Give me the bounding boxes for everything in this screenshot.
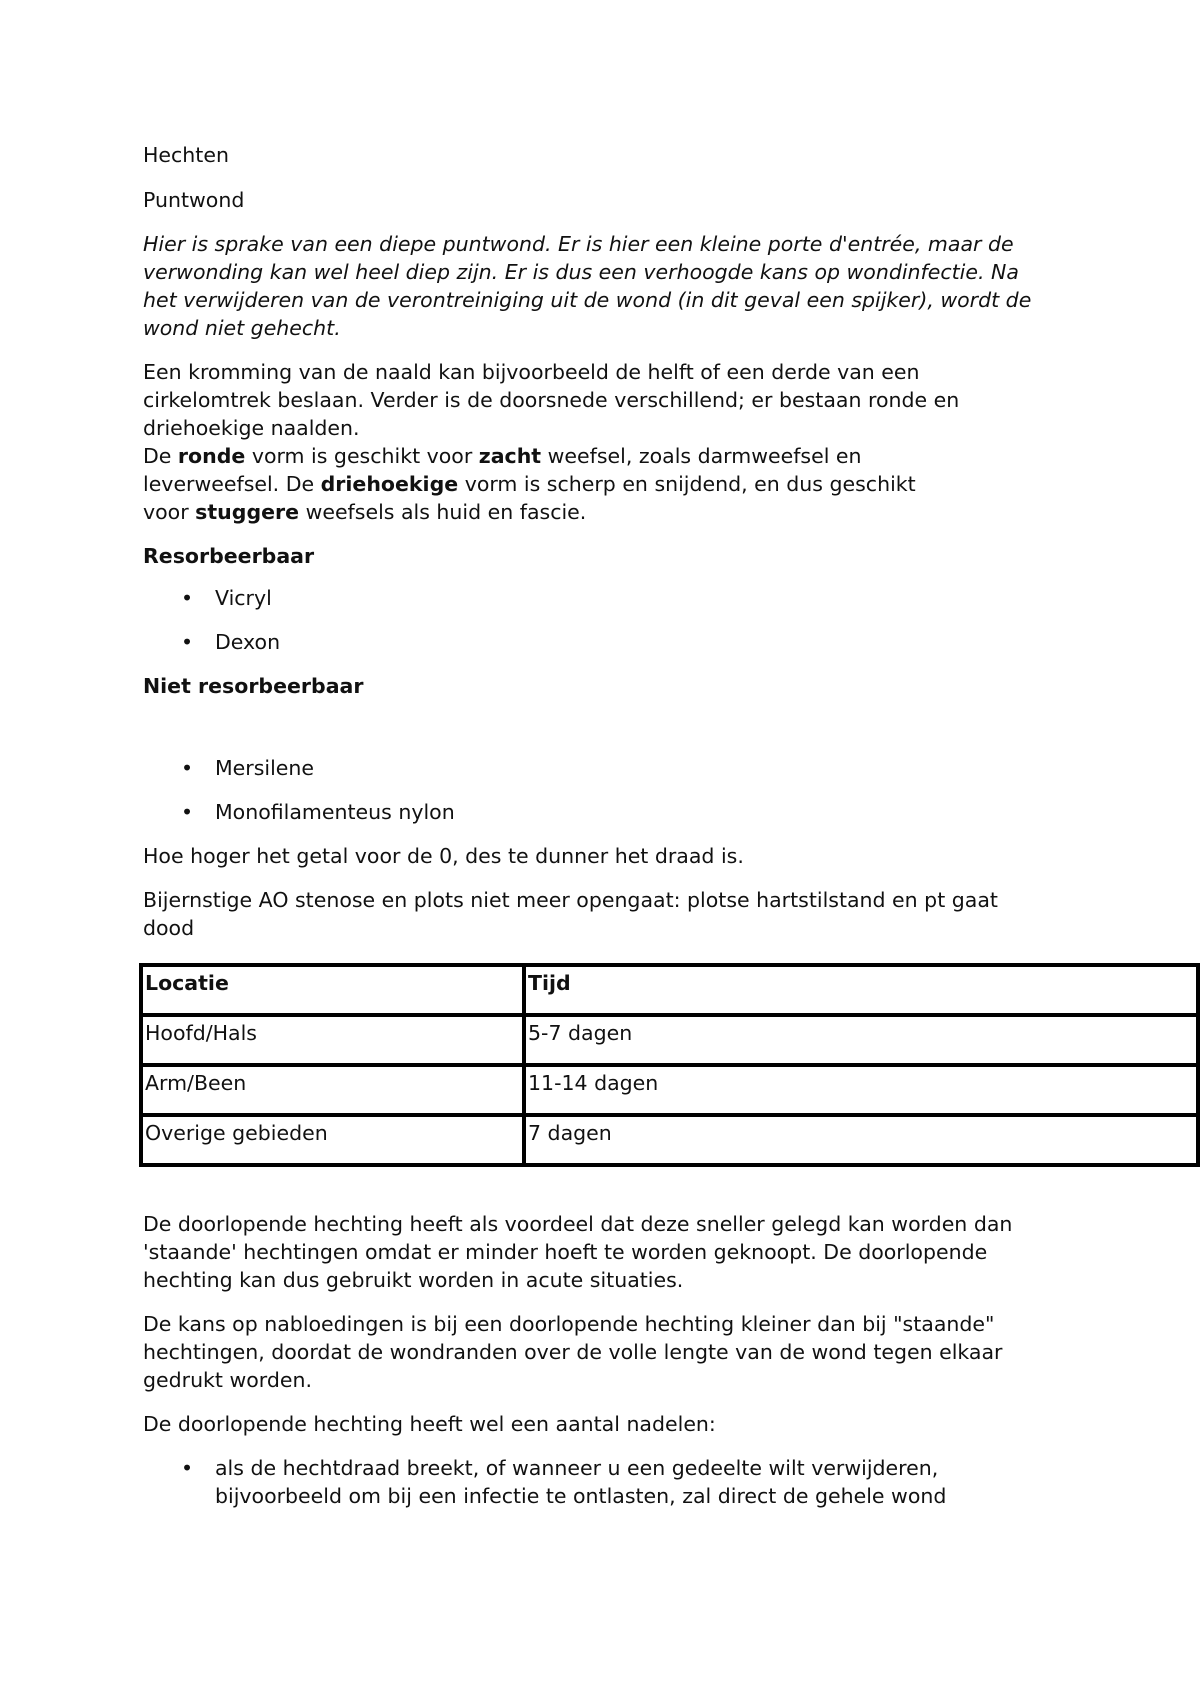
bullet-icon: • bbox=[181, 1456, 194, 1480]
list-niet-resorbeerbaar bbox=[143, 754, 1063, 826]
table-row bbox=[141, 1065, 1198, 1115]
list-resorbeerbaar bbox=[143, 584, 1063, 656]
empty-line bbox=[143, 714, 1063, 754]
needle-text-g: vorm is scherp en snijdend, en dus geschikt voor bbox=[143, 472, 916, 524]
list-item-text: Mersilene bbox=[215, 756, 315, 780]
continuous-paragraph-2: De kans op nabloedingen is bij een doorlopende hechting kleiner dan bij "staande" hechtingen, doordat de wondranden over de volle lengte van de wond tegen elkaar gedrukt worden. bbox=[143, 1312, 1003, 1392]
needle-text-1: Een kromming van de naald kan bijvoorbeeld de helft of een derde van een cirkelomtrek beslaan. Verder is de doorsnede verschillend; er bestaan ronde en driehoekige naalden. bbox=[143, 360, 960, 440]
needle-text-e: weefsel, zoals darmweefsel en leverweefsel. De bbox=[143, 444, 862, 496]
needle-text-i: weefsels als huid en fascie. bbox=[299, 500, 587, 524]
header-cell-locatie: Locatie bbox=[141, 965, 524, 1015]
bullet-icon: • bbox=[181, 756, 194, 780]
list-item-text: Monofilamenteus nylon bbox=[215, 800, 455, 824]
continuous-paragraph-1: De doorlopende hechting heeft als voordeel dat deze sneller gelegd kan worden dan 'staande' hechtingen omdat er minder hoeft te worden geknoopt. De doorlopende hechting kan dus gebruikt worden in acute situaties. bbox=[143, 1212, 1013, 1292]
table-cell: Hoofd/Hals bbox=[141, 1015, 524, 1065]
healing-time-table bbox=[139, 963, 1200, 1167]
table-cell: 7 dagen bbox=[524, 1115, 1198, 1165]
table-row bbox=[141, 1015, 1198, 1065]
header-cell-tijd: Tijd bbox=[524, 965, 1198, 1015]
continuous-paragraph-3: De doorlopende hechting heeft wel een aantal nadelen: bbox=[143, 1412, 716, 1436]
list-item-text: Dexon bbox=[215, 630, 281, 654]
heading-resorbeerbaar: Resorbeerbaar bbox=[143, 544, 315, 568]
needle-text-a: De bbox=[143, 444, 178, 468]
ao-note: Bijernstige AO stenose en plots niet meer opengaat: plotse hartstilstand en pt gaat dood bbox=[143, 888, 998, 940]
table-cell: 11-14 dagen bbox=[524, 1065, 1198, 1115]
table-row bbox=[141, 1115, 1198, 1165]
document-page bbox=[143, 141, 1063, 958]
emphasis-driehoekige: driehoekige bbox=[320, 472, 459, 496]
needle-text-c: vorm is geschikt voor bbox=[245, 444, 479, 468]
emphasis-stuggere: stuggere bbox=[195, 500, 300, 524]
list-item bbox=[143, 798, 1063, 826]
list-item-text: Vicryl bbox=[215, 586, 272, 610]
list-item-text: als de hechtdraad breekt, of wanneer u een gedeelte wilt verwijderen, bijvoorbeeld om bij een infectie te ontlasten, zal direct de gehele wond bbox=[215, 1456, 947, 1508]
bullet-icon: • bbox=[181, 586, 194, 610]
document-title: Hechten bbox=[143, 143, 229, 167]
table-cell: Arm/Been bbox=[141, 1065, 524, 1115]
table-cell: 5-7 dagen bbox=[524, 1015, 1198, 1065]
bullet-icon: • bbox=[181, 630, 194, 654]
list-item bbox=[143, 754, 1063, 782]
needle-paragraph bbox=[143, 358, 993, 442]
list-item bbox=[143, 1454, 1035, 1510]
table-cell: Overige gebieden bbox=[141, 1115, 524, 1165]
table-header-row bbox=[141, 965, 1198, 1015]
continuous-suture-section bbox=[143, 1210, 1063, 1526]
intro-paragraph: Hier is sprake van een diepe puntwond. Er is hier een kleine porte d'entrée, maar de verwonding kan wel heel diep zijn. Er is dus een verhoogde kans op wondinfectie. Na het verwijderen van de verontreiniging uit de wond (in dit geval een spijker), wordt de wond niet gehecht. bbox=[143, 232, 1032, 340]
list-item bbox=[143, 628, 1063, 656]
list-item bbox=[143, 584, 1063, 612]
disadvantages-list bbox=[143, 1454, 1063, 1510]
heading-niet-resorbeerbaar: Niet resorbeerbaar bbox=[143, 674, 364, 698]
needle-shape-paragraph bbox=[143, 442, 933, 526]
emphasis-zacht: zacht bbox=[478, 444, 542, 468]
section-subtitle: Puntwond bbox=[143, 188, 245, 212]
thread-note: Hoe hoger het getal voor de 0, des te dunner het draad is. bbox=[143, 844, 744, 868]
bullet-icon: • bbox=[181, 800, 194, 824]
emphasis-ronde: ronde bbox=[177, 444, 246, 468]
